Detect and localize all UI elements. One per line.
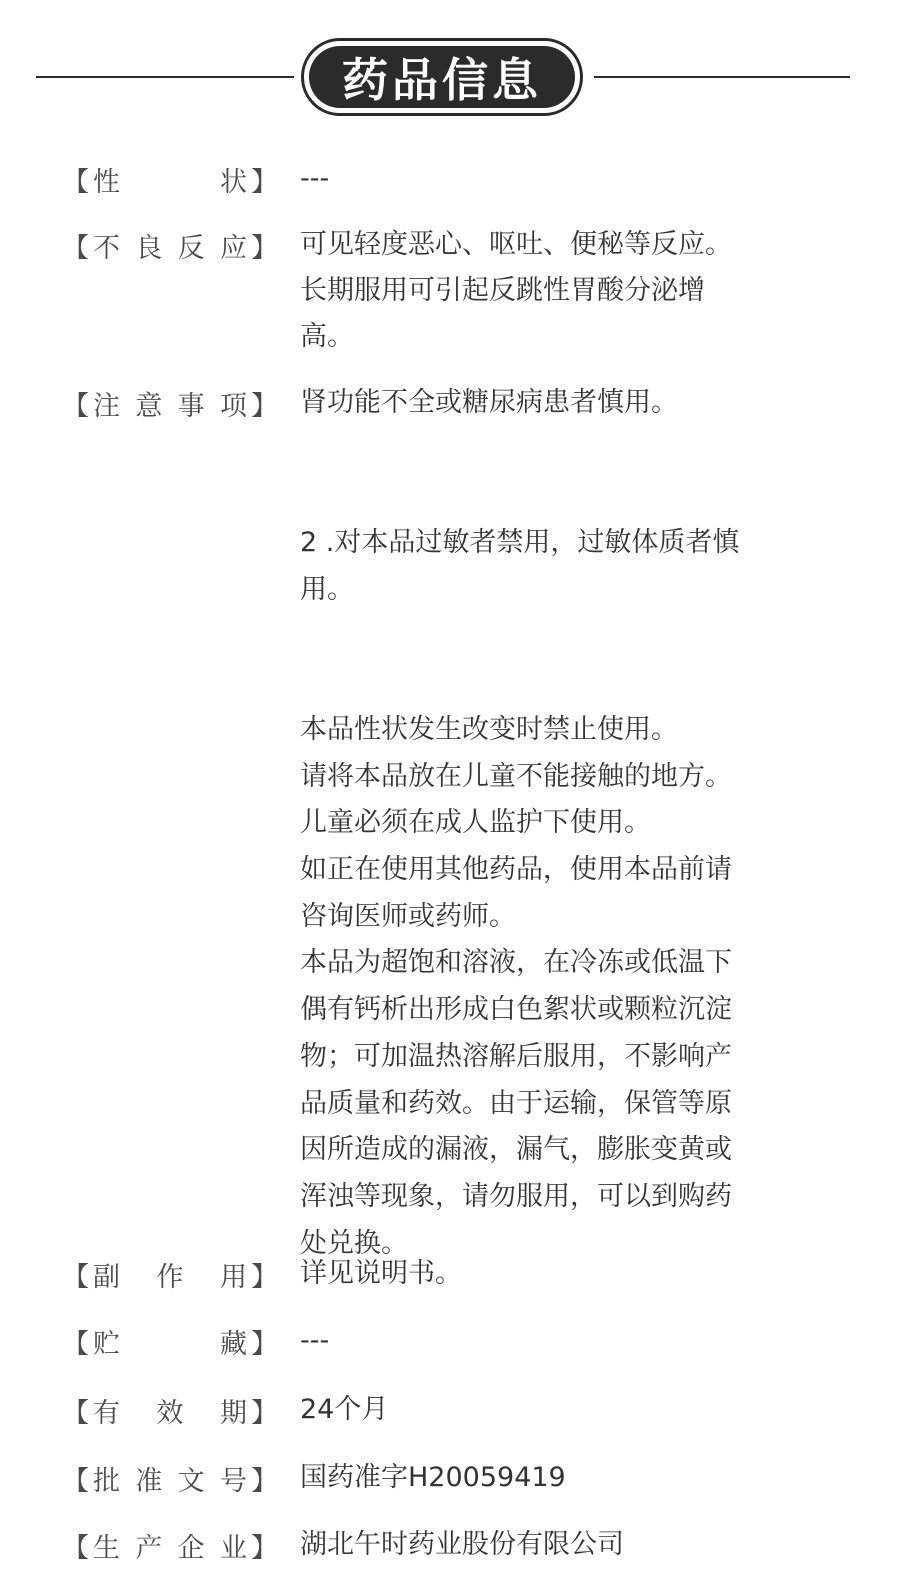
row-label: 【 贮 藏 】 [62,1328,278,1360]
row-label: 【 性 状 】 [62,166,278,198]
row-label: 【 生 产 企 业 】 [62,1532,278,1564]
row-label: 【 有 效 期 】 [62,1397,278,1429]
row-value: 详见说明书。 [300,1258,462,1289]
row-value: 肾功能不全或糖尿病患者慎用。 2 .对本品过敏者禁用，过敏体质者慎 用。 本品性状发生改变时禁止使用。 请将本品放在儿童不能接触的地方。 儿童必须在成人监护下使用。 如正在使用其他药品，使用本品前请 咨询医师或药师。 本品为超饱和溶液，在冷冻或低温下 偶有钙析出形成白色絮状或颗粒沉淀 物；可加温热溶解后服用，不影响产 品质量和药效。由于运输，保管等原 因所造成的漏液，漏气，膨胀变黄或 浑浊等现象，请勿服用，可以到购药 处兑换。 [300,387,740,1259]
row-label: 【 不 良 反 应 】 [62,232,278,264]
row-value: 24个月 [300,1394,389,1425]
header-divider-right [594,76,850,78]
section-title-badge [301,38,583,116]
row-value: 湖北午时药业股份有限公司 [300,1529,624,1560]
row-value: --- [300,1325,330,1356]
row-value: 可见轻度恶心、呕吐、便秘等反应。 长期服用可引起反跳性胃酸分泌增 高。 [300,229,732,352]
section-title: 药品信息 [342,53,542,107]
row-label: 【 注 意 事 项 】 [62,390,278,422]
row-label: 【 批 准 文 号 】 [62,1465,278,1497]
section-header [0,38,900,116]
header-divider-left [36,76,294,78]
row-value: 国药准字H20059419 [300,1462,566,1493]
row-value: --- [300,163,330,194]
row-label: 【 副 作 用 】 [62,1261,278,1293]
